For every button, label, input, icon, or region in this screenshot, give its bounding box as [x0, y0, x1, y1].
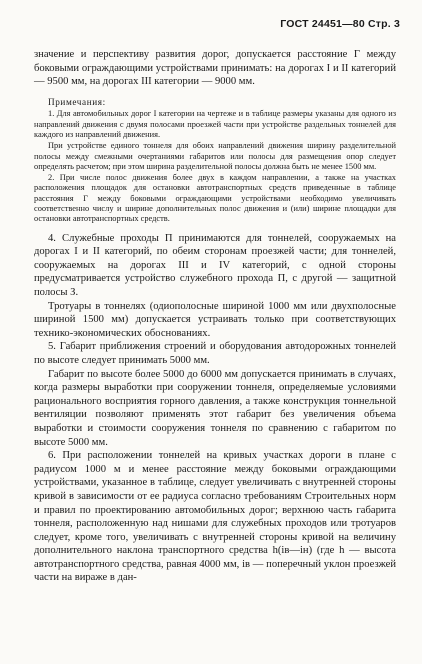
- section-4-sidewalks: Тротуары в тоннелях (одиополосные шириной 1000 мм или двухполосные шириной 1500 мм) допускается устраивать только при соответствующих технико-экономических обоснованиях.: [34, 300, 396, 339]
- section-5: 5. Габарит приближения строений и оборудования автодорожных тоннелей по высоте следует принимать 5000 мм.: [34, 341, 396, 366]
- note-2: 2. При числе полос движения более двух в каждом направлении, а также на участках расположения площадок для остановки автотранспортных средств приведенные в таблице расстояния Г между боковыми ограждающими устройствами необходимо увеличивать соответственно числу и ширине дополнительных полос движения и (или) ширине площадки для остановки автотранспортных средств.: [34, 173, 396, 224]
- spacer: [34, 225, 396, 232]
- page-header: ГОСТ 24451—80 Стр. 3: [280, 18, 400, 30]
- paragraph-intro: значение и перспективу развития дорог, допускается расстояние Г между боковыми ограждающими устройствами принимать: на дорогах I и II категорий — 9500 мм, на дорогах III категории — 9000 мм.: [34, 49, 396, 88]
- section-5-height: Габарит по высоте более 5000 до 6000 мм допускается принимать в случаях, когда размеры выработки при сооружении тоннеля, определяемые условиями рационального восприятия горного давления, а также конструкция тоннельной вентиляции позволяют применять этот габарит без увеличения объема выработки и стоимости сооружения тоннеля по сравнению с габаритом по высоте 5000 мм.: [34, 368, 396, 448]
- note-1-continued: При устройстве единого тоннеля для обоих направлений движения ширину разделительной полосы между смежными очертаниями габаритов или полосы для размещения опор следует определять расчетом; при этом ширина разделительной полосы должна быть не менее 1500 мм.: [34, 141, 396, 171]
- section-6: 6. При расположении тоннелей на кривых участках дороги в плане с радиусом 1000 м и менее расстояние между боковыми ограждающими устройствами, указанное в таблице, следует увеличивать с внутренней стороны кривой в зависимости от ее радиуса согласно требованиям Строительных норм и правил по проектированию автомобильных дорог; верхнюю часть габарита тоннеля, расположенную над нишами для служебных проходов или тротуаров следует, кроме того, увеличивать с внутренней стороны кривой на величину дополнительного наклона транспортного средства h(iв—iн) (где h — высота автотранспортного средства, равная 4000 мм, iв — поперечный уклон проезжей части на вираже в дан-: [34, 450, 396, 584]
- document-body: [34, 48, 396, 585]
- note-1: 1. Для автомобильных дорог I категории на чертеже и в таблице размеры указаны для одного из направлений движения с двумя полосами проезжей части при устройстве раздельных тоннелей для каждого из направлений движения.: [34, 109, 396, 139]
- notes-title: Примечания:: [48, 96, 106, 107]
- section-4: 4. Служебные проходы П принимаются для тоннелей, сооружаемых на дорогах I и II категорий, по обеим сторонам проезжей части; для тоннелей, сооружаемых на дорогах III и IV категорий, с одной стороны предусматривается устройство служебного прохода П, с другой — защитной полосы З.: [34, 232, 396, 299]
